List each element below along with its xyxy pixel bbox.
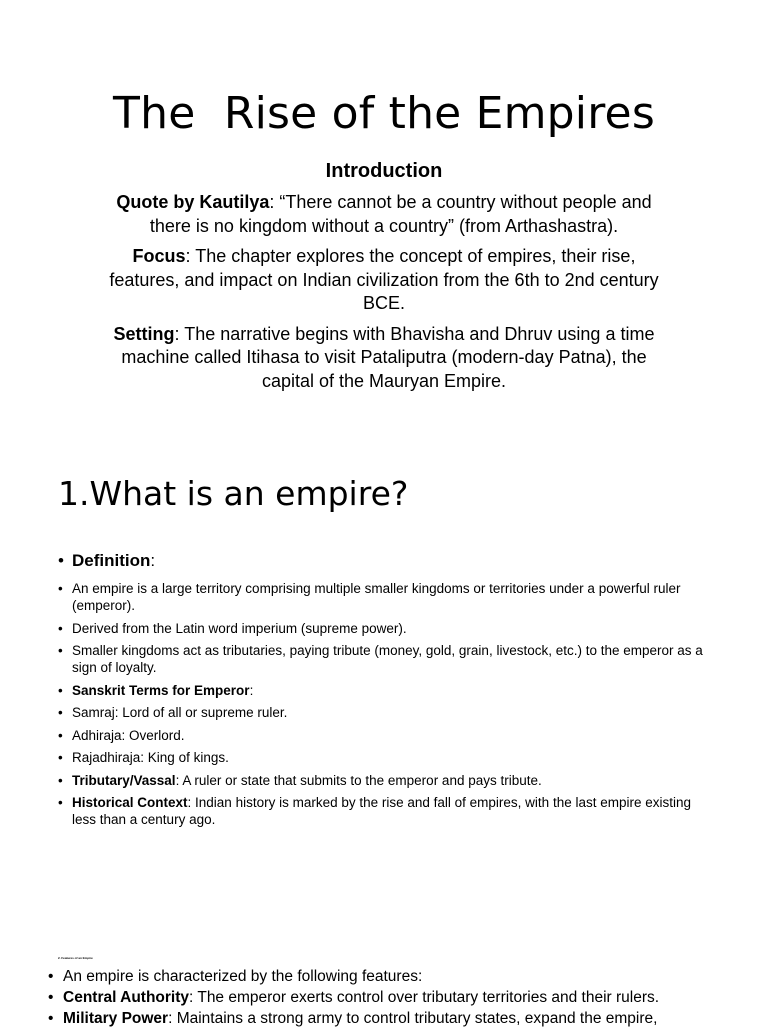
list-item-text: Adhiraja: Overlord. <box>72 727 185 743</box>
section-title-what-is-an-empire: 1.What is an empire? <box>58 474 409 513</box>
quote-label: Quote by Kautilya <box>116 192 270 212</box>
list-item-text: Samraj: Lord of all or supreme ruler. <box>72 705 288 720</box>
list-item-text: : A ruler or state that submits to the emperor and pays tribute. <box>175 772 542 788</box>
focus-label: Focus <box>132 246 186 266</box>
list-item <box>48 966 748 987</box>
list-item-bold: Central Authority <box>63 989 190 1006</box>
introduction-heading: Introduction <box>325 160 443 182</box>
list-item-text: : Indian history is marked by the rise and fall of empires, with the last empire existing less than a century ago. <box>72 795 692 827</box>
list-item-text: Rajadhiraja: King of kings. <box>72 750 229 765</box>
page-title: The Rise of the Empires <box>113 88 655 139</box>
definition-colon: : <box>150 551 156 570</box>
list-item-text: : Maintains a strong army to control tributary states, expand the empire, <box>168 1010 658 1027</box>
definition-heading <box>58 550 718 572</box>
list-item <box>58 727 718 744</box>
list-item <box>58 749 718 766</box>
definition-label: Definition <box>72 551 151 570</box>
list-item-bold: Sanskrit Terms for Emperor <box>72 682 250 698</box>
focus-paragraph <box>96 245 672 316</box>
focus-text: : The chapter explores the concept of empires, their rise, features, and impact on Indian civilization from the 6th to 2nd century BCE. <box>109 246 659 313</box>
setting-paragraph <box>96 323 672 394</box>
list-item-text: : <box>249 682 254 698</box>
list-item-text: An empire is a large territory comprising multiple smaller kingdoms or territories under a powerful ruler (emperor). <box>72 581 681 613</box>
list-item <box>58 682 718 699</box>
list-item-bold: Historical Context <box>72 795 188 810</box>
list-item <box>48 987 748 1008</box>
introduction-section <box>96 158 672 400</box>
list-item <box>58 704 718 721</box>
setting-label: Setting <box>113 323 175 344</box>
list-item <box>58 620 718 637</box>
list-item <box>58 642 718 676</box>
quote-text: : “There cannot be a country without people and there is no kingdom without a country” (from Arthashastra). <box>149 192 652 236</box>
kautilya-quote <box>96 191 672 238</box>
features-tiny-heading: 2. Features of an Empire <box>58 956 93 960</box>
list-item-bold: Tributary/Vassal <box>72 772 176 788</box>
list-item <box>48 1008 748 1029</box>
setting-text: : The narrative begins with Bhavisha and Dhruv using a time machine called Itihasa to visit Pataliputra (modern-day Patna), the capital of the Mauryan Empire. <box>121 323 655 391</box>
list-item <box>58 580 718 614</box>
list-item-text: Smaller kingdoms act as tributaries, paying tribute (money, gold, grain, livestock, etc.) to the emperor as a sign of loyalty. <box>72 643 703 675</box>
list-item-text: An empire is characterized by the following features: <box>63 968 423 985</box>
features-list <box>48 966 748 1029</box>
list-item-text: : The emperor exerts control over tributary territories and their rulers. <box>189 989 660 1006</box>
list-item <box>58 794 718 828</box>
list-item-bold: Military Power <box>63 1010 169 1027</box>
list-item <box>58 772 718 789</box>
list-item-text: Derived from the Latin word imperium (supreme power). <box>72 620 407 636</box>
definition-list <box>58 550 718 834</box>
